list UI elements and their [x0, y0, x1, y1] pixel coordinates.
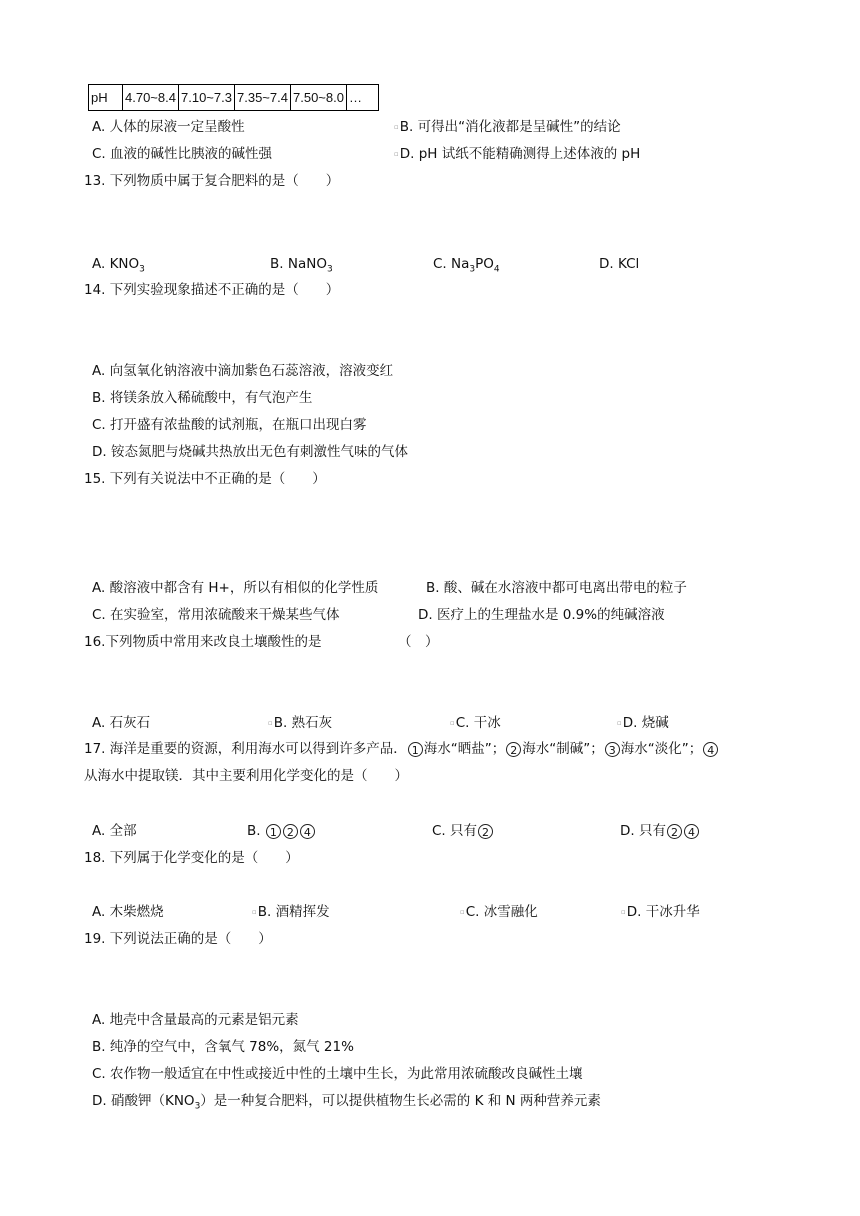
circled-number: 2 — [506, 742, 521, 757]
q14-option-b: B. 将镁条放入稀硫酸中，有气泡产生 — [92, 390, 313, 406]
circled-number: 1 — [408, 742, 423, 757]
circled-number: 4 — [300, 824, 315, 839]
q19-option-c: C. 农作物一般适宜在中性或接近中性的土壤中生长，为此常用浓硫酸改良碱性土壤 — [92, 1066, 583, 1082]
q13-option-b — [270, 255, 333, 273]
q13-option-c — [433, 255, 500, 273]
q15-option-a: A. 酸溶液中都含有 H+，所以有相似的化学性质 — [92, 580, 379, 596]
q17-item-2: 海水“制碱”； — [522, 741, 604, 757]
q17-option-b — [247, 822, 316, 840]
q18-option-a: A. 木柴燃烧 — [92, 904, 164, 920]
q18-option-d-text: D. 干冰升华 — [626, 904, 700, 920]
table-cell: 7.50~8.0 — [291, 85, 347, 111]
q17-option-d — [620, 822, 700, 840]
q12-option-b-text: B. 可得出“消化液都是呈碱性”的结论 — [399, 119, 621, 135]
q15-stem: 15. 下列有关说法中不正确的是（ ） — [84, 471, 326, 487]
q17-option-c — [432, 822, 494, 840]
q19-d-text-post: ）是一种复合肥料，可以提供植物生长必需的 K 和 N 两种营养元素 — [200, 1093, 601, 1109]
q15-option-d: D. 医疗上的生理盐水是 0.9%的纯碱溶液 — [418, 607, 665, 623]
q16-option-c — [450, 714, 501, 732]
circled-number: 4 — [703, 742, 718, 757]
q12-option-b — [394, 118, 621, 136]
table-cell: 4.70~8.4 — [123, 85, 179, 111]
anchor-mark-icon: ▫ — [394, 123, 399, 131]
q12-option-a: A. 人体的尿液一定呈酸性 — [92, 119, 245, 135]
q18-option-b — [252, 903, 330, 921]
subscript: 3 — [194, 1101, 201, 1112]
q13-b-text: B. NaNO — [270, 256, 327, 272]
q19-stem: 19. 下列说法正确的是（ ） — [84, 931, 272, 947]
q17-item-1: 海水“晒盐”； — [423, 741, 506, 757]
q16-option-c-text: C. 干冰 — [455, 715, 501, 731]
q13-stem: 13. 下列物质中属于复合肥料的是（ ） — [84, 173, 340, 189]
q17-d-text: D. 只有 — [620, 823, 666, 839]
q13-c-text-mid: PO — [475, 256, 494, 272]
q19-d-text: D. 硝酸钾（KNO — [92, 1093, 195, 1109]
circled-number: 2 — [667, 824, 682, 839]
subscript: 3 — [469, 264, 476, 275]
q14-option-a: A. 向氢氧化钠溶液中滴加紫色石蕊溶液，溶液变红 — [92, 363, 394, 379]
q19-option-a: A. 地壳中含量最高的元素是铝元素 — [92, 1012, 299, 1028]
q17-option-a: A. 全部 — [92, 823, 137, 839]
q18-stem: 18. 下列属于化学变化的是（ ） — [84, 850, 299, 866]
q17-stem-line2: 从海水中提取镁．其中主要利用化学变化的是（ ） — [84, 768, 408, 784]
q17-stem-text: 17. 海洋是重要的资源，利用海水可以得到许多产品． — [84, 741, 407, 757]
anchor-mark-icon: ▫ — [617, 719, 622, 727]
q13-option-a — [92, 255, 145, 273]
anchor-mark-icon: ▫ — [450, 719, 455, 727]
table-cell: … — [347, 85, 379, 111]
q18-option-b-text: B. 酒精挥发 — [257, 904, 330, 920]
q18-option-d — [621, 903, 700, 921]
q18-option-c — [460, 903, 538, 921]
circled-number: 1 — [266, 824, 281, 839]
q15-option-b: B. 酸、碱在水溶液中都可电离出带电的粒子 — [426, 580, 687, 596]
ph-table — [88, 84, 379, 111]
q17-c-text: C. 只有 — [432, 823, 478, 839]
q17-item-3: 海水“淡化”； — [620, 741, 703, 757]
q13-a-text: A. KNO — [92, 256, 140, 272]
q12-option-d — [394, 145, 640, 163]
q16-paren: （ ） — [398, 634, 439, 650]
q18-option-c-text: C. 冰雪融化 — [465, 904, 538, 920]
q12-option-d-text: D. pH 试纸不能精确测得上述体液的 pH — [399, 146, 641, 162]
subscript: 3 — [139, 264, 145, 275]
circled-number: 3 — [605, 742, 620, 757]
q14-option-c: C. 打开盛有浓盐酸的试剂瓶，在瓶口出现白雾 — [92, 417, 367, 433]
q15-option-c: C. 在实验室，常用浓硫酸来干燥某些气体 — [92, 607, 340, 623]
anchor-mark-icon: ▫ — [394, 150, 399, 158]
q16-option-b — [268, 714, 332, 732]
q16-option-b-text: B. 熟石灰 — [273, 715, 333, 731]
q14-stem: 14. 下列实验现象描述不正确的是（ ） — [84, 282, 340, 298]
circled-number: 2 — [478, 824, 493, 839]
q19-option-b: B. 纯净的空气中，含氧气 78%，氮气 21% — [92, 1039, 354, 1055]
q16-option-d-text: D. 烧碱 — [622, 715, 669, 731]
circled-number: 4 — [684, 824, 699, 839]
q14-option-d: D. 铵态氮肥与烧碱共热放出无色有刺激性气味的气体 — [92, 444, 408, 460]
q16-option-d — [617, 714, 669, 732]
circled-number: 2 — [283, 824, 298, 839]
table-cell: 7.35~7.4 — [235, 85, 291, 111]
subscript: 3 — [326, 264, 333, 275]
table-row — [89, 85, 379, 111]
anchor-mark-icon: ▫ — [252, 908, 257, 916]
q13-c-text: C. Na — [433, 256, 470, 272]
q16-stem: 16.下列物质中常用来改良土壤酸性的是 — [84, 634, 322, 650]
anchor-mark-icon: ▫ — [460, 908, 465, 916]
q12-option-c: C. 血液的碱性比胰液的碱性强 — [92, 146, 273, 162]
subscript: 4 — [493, 264, 500, 275]
anchor-mark-icon: ▫ — [268, 719, 273, 727]
q16-option-a: A. 石灰石 — [92, 715, 151, 731]
q19-option-d — [92, 1092, 601, 1110]
anchor-mark-icon: ▫ — [621, 908, 626, 916]
table-cell: pH — [89, 85, 123, 111]
q17-b-text: B. — [247, 823, 261, 839]
q17-stem-line1 — [84, 740, 719, 758]
q13-option-d: D. KCl — [599, 256, 640, 272]
table-cell: 7.10~7.3 — [179, 85, 235, 111]
